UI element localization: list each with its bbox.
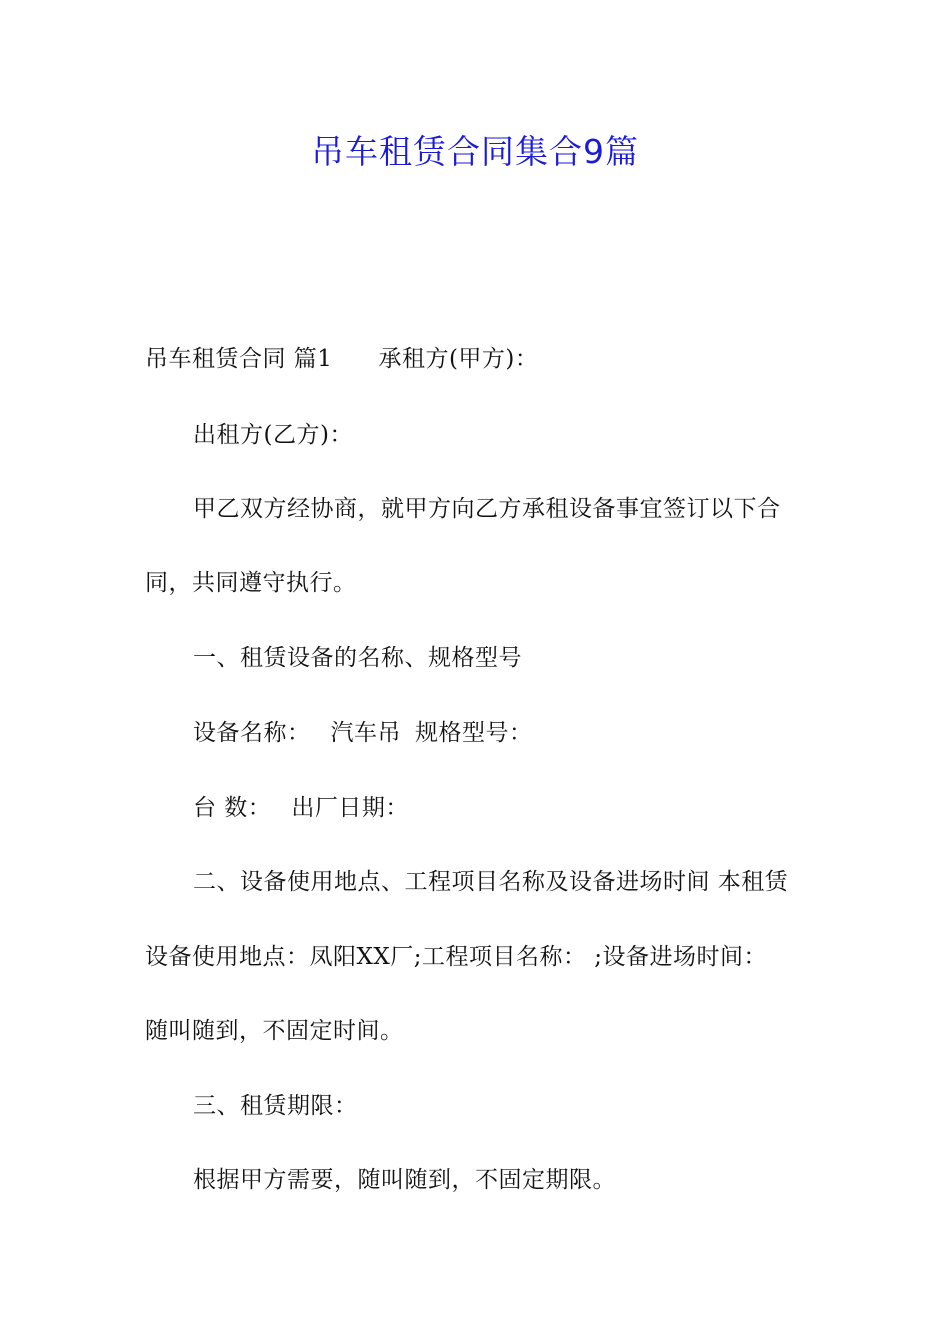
quantity-label: 台 数： xyxy=(193,795,272,821)
section2-line3: 随叫随到，不固定时间。 xyxy=(145,1018,404,1044)
lessee-label: 承租方(甲方)： xyxy=(378,346,539,372)
section1-title: 一、租赁设备的名称、规格型号 xyxy=(193,645,522,671)
equipment-line xyxy=(193,716,533,750)
factory-date-label: 出厂日期： xyxy=(291,795,409,821)
intro-paragraph-line2: 同，共同遵守执行。 xyxy=(145,570,357,596)
equipment-name-label: 设备名称： xyxy=(193,720,311,746)
intro-paragraph-line1: 甲乙双方经协商，就甲方向乙方承租设备事宜签订以下合 xyxy=(193,496,781,522)
section2-line2: 设备使用地点：凤阳XX厂;工程项目名称： ;设备进场时间： xyxy=(145,944,768,970)
document-title: 吊车租赁合同集合9篇 xyxy=(311,132,639,171)
lessor-label: 出租方(乙方)： xyxy=(193,422,353,448)
equipment-name-value: 汽车吊 xyxy=(330,720,401,746)
section3-title: 三、租赁期限： xyxy=(193,1093,358,1119)
model-label: 规格型号： xyxy=(415,720,533,746)
contract-heading: 吊车租赁合同 篇1 xyxy=(145,346,333,372)
quantity-line xyxy=(193,791,409,825)
section2-line1: 二、设备使用地点、工程项目名称及设备进场时间 本租赁 xyxy=(193,869,789,895)
section3-body: 根据甲方需要，随叫随到，不固定期限。 xyxy=(193,1167,616,1193)
contract-heading-line xyxy=(145,342,538,376)
